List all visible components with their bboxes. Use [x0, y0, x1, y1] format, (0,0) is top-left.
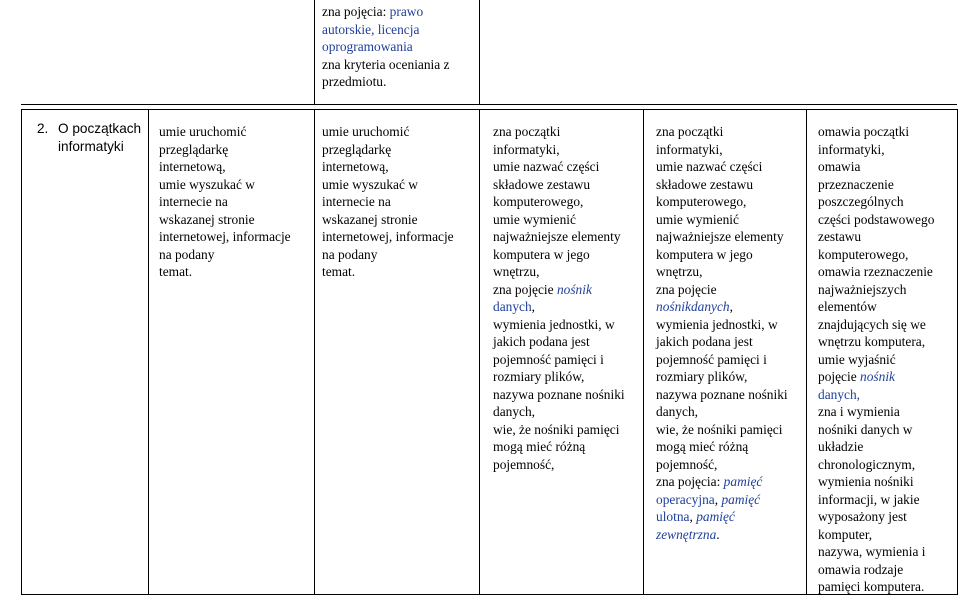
cell-line [322, 158, 478, 176]
cell-line [818, 193, 957, 211]
cell-text: internetowej, informacje [322, 229, 454, 244]
cell-line [656, 141, 806, 159]
cell-line [159, 123, 314, 141]
cell-text: na podany [159, 246, 215, 262]
cell-line [493, 176, 643, 194]
cell-text: na podany [322, 246, 378, 262]
cell-line [656, 246, 806, 264]
cell-line [818, 246, 957, 264]
cell-line [322, 263, 478, 281]
cell-text: ulotna [656, 509, 690, 524]
cell-text: zna początki [656, 124, 724, 139]
cell-text: zna początki [493, 124, 561, 139]
cell-line [818, 543, 957, 561]
cell-line [656, 351, 806, 369]
cell-text: pamięć [696, 509, 735, 524]
cell-line [322, 228, 478, 246]
table-border-bottom [21, 594, 957, 595]
cell-line [656, 211, 806, 229]
cell-text: chronologicznym, [818, 456, 916, 472]
cell-line [656, 526, 806, 544]
cell-line [818, 386, 957, 404]
cell-text: rozmiary plików, [493, 369, 585, 384]
table-border-top-left [314, 0, 315, 104]
cell-line [818, 211, 957, 229]
cell-line [159, 176, 314, 194]
cell-line [656, 403, 806, 421]
cell-text: najważniejsze elementy [493, 229, 621, 244]
cell-text: informatyki, [656, 141, 723, 157]
cell-line [493, 193, 643, 211]
cell-line [656, 176, 806, 194]
cell-text: umie wyszukać w [159, 176, 255, 192]
cell-text: , [729, 299, 733, 314]
cell-text: wnętrzu, [656, 264, 703, 279]
cell-line [656, 421, 806, 439]
cell-line [656, 386, 806, 404]
cell-text: umie uruchomić [159, 124, 247, 139]
cell-text: wymienia nośniki [818, 474, 914, 489]
cell-line [818, 508, 957, 526]
cell-line [818, 141, 957, 159]
cell-text: nazywa, wymienia i [818, 544, 926, 559]
cell-line [656, 473, 806, 491]
cell-text: oprogramowania [322, 39, 413, 54]
cell-line [493, 386, 643, 404]
cell-text: wymienia jednostki, w [493, 316, 615, 332]
cell-line [818, 281, 957, 299]
cell-text: , [714, 491, 722, 507]
cell-text: jakich podana jest [493, 334, 590, 349]
cell-text: wymienia jednostki, w [656, 316, 778, 332]
cell-text: wie, że nośniki pamięci [656, 421, 783, 437]
cell-line [818, 316, 957, 334]
cell-text: układzie [818, 439, 864, 454]
cell-text: części podstawowego [818, 211, 935, 227]
cell-text: nazywa poznane nośniki [656, 386, 788, 402]
cell-line [322, 176, 478, 194]
table-column-divider [479, 109, 480, 595]
cell-text: komputerowego, [493, 194, 584, 209]
table-cell-top [322, 3, 478, 91]
cell-line [493, 211, 643, 229]
cell-line [493, 421, 643, 439]
cell-text: omawia początki [818, 124, 910, 139]
cell-text: zna pojęcia: [322, 4, 390, 19]
cell-line [159, 263, 314, 281]
cell-line [322, 3, 478, 21]
cell-text: omawia rodzaje [818, 561, 904, 577]
cell-text: informatyki, [493, 141, 560, 157]
cell-line [818, 333, 957, 351]
cell-text: komputera w jego [656, 246, 753, 262]
cell-text: wnętrzu, [493, 264, 540, 279]
cell-line [493, 228, 643, 246]
cell-text: przedmiotu. [322, 74, 387, 89]
cell-text: , [689, 509, 697, 524]
cell-line [656, 158, 806, 176]
cell-text: umie nazwać części [656, 159, 763, 174]
cell-line [818, 456, 957, 474]
cell-text: danych, [818, 386, 861, 402]
cell-line [818, 176, 957, 194]
cell-line [493, 123, 643, 141]
cell-line [818, 561, 957, 579]
table-column-divider [21, 109, 22, 595]
cell-line [322, 193, 478, 211]
cell-text: umie nazwać części [493, 159, 600, 174]
cell-text: pojęcie [818, 369, 861, 384]
cell-text: informacji, w jakie [818, 491, 920, 507]
cell-text: rozmiary plików, [656, 369, 748, 384]
cell-text: komputera w jego [493, 246, 590, 262]
table-column-divider [148, 109, 149, 595]
cell-line [493, 316, 643, 334]
cell-text: najważniejsze elementy [656, 229, 784, 244]
cell-text: elementów [818, 299, 877, 314]
cell-line [656, 491, 806, 509]
cell-line [818, 473, 957, 491]
cell-text: danych, [493, 404, 536, 419]
cell-text: zestawu [818, 229, 862, 244]
table-cell-col1 [159, 123, 314, 281]
cell-text: zewnętrzna [656, 526, 717, 542]
cell-line [818, 351, 957, 369]
cell-text: zna pojęcie [656, 281, 717, 297]
cell-line [818, 403, 957, 421]
cell-line [656, 298, 806, 316]
cell-text: omawia rzeznaczenie [818, 264, 933, 279]
cell-text: nośnik [860, 369, 895, 384]
table-column-divider [314, 109, 315, 595]
cell-text: nośnikdanych [656, 299, 730, 314]
cell-text: umie wyszukać w [322, 176, 418, 192]
cell-text: komputer, [818, 526, 873, 542]
cell-line [493, 333, 643, 351]
cell-line [818, 438, 957, 456]
cell-text: pamięci komputera. [818, 579, 925, 594]
cell-text: umie wymienić [493, 211, 576, 227]
table-column-divider [957, 109, 958, 595]
cell-text: nośniki danych w [818, 421, 913, 437]
cell-line [656, 456, 806, 474]
cell-text: operacyjna [656, 491, 715, 507]
cell-text: wskazanej stronie [159, 211, 255, 227]
cell-text: internecie na [322, 194, 391, 209]
cell-text: temat. [159, 264, 193, 279]
cell-line [493, 263, 643, 281]
cell-text: pojemność pamięci i [656, 351, 767, 367]
table-cell-col4 [656, 123, 806, 543]
cell-text: mogą mieć różną [493, 439, 586, 454]
cell-text: przeglądarkę [322, 141, 392, 157]
cell-line [159, 158, 314, 176]
cell-text: internecie na [159, 194, 228, 209]
row-number: 2. [37, 121, 49, 136]
cell-line [493, 246, 643, 264]
table-row-divider [21, 109, 957, 110]
cell-text: pojemność, [493, 456, 555, 472]
cell-text: pojemność pamięci i [493, 351, 604, 367]
cell-line [322, 56, 478, 74]
cell-line [818, 421, 957, 439]
cell-line [159, 141, 314, 159]
cell-text: wskazanej stronie [322, 211, 418, 227]
cell-line [656, 123, 806, 141]
table-row-divider [21, 104, 957, 105]
cell-line [159, 193, 314, 211]
cell-line [493, 456, 643, 474]
cell-line [656, 193, 806, 211]
cell-line [322, 123, 478, 141]
table-column-divider [806, 109, 807, 595]
cell-line [656, 316, 806, 334]
cell-text: danych [493, 299, 532, 314]
cell-text: autorskie, licencja [322, 21, 420, 37]
cell-line [493, 141, 643, 159]
cell-text: pojemność, [656, 456, 718, 472]
table-cell-col3 [493, 123, 643, 473]
cell-text: składowe zestawu [656, 176, 754, 192]
cell-text: komputerowego, [818, 246, 909, 262]
cell-text: zna i wymienia [818, 404, 900, 419]
cell-line [322, 21, 478, 39]
cell-line [656, 508, 806, 526]
cell-text: . [716, 526, 720, 542]
cell-line [322, 211, 478, 229]
cell-line [818, 578, 957, 596]
cell-text: najważniejszych [818, 281, 907, 297]
cell-text: zna pojęcie [493, 281, 557, 297]
cell-line [818, 526, 957, 544]
cell-text: , [531, 299, 536, 314]
cell-line [493, 281, 643, 299]
cell-text: nazywa poznane nośniki [493, 386, 625, 402]
cell-text: temat. [322, 264, 356, 279]
cell-line [656, 438, 806, 456]
cell-text: umie wymienić [656, 211, 739, 227]
cell-line [493, 158, 643, 176]
cell-line [818, 491, 957, 509]
table-cell-col5 [818, 123, 957, 596]
cell-text: mogą mieć różną [656, 439, 749, 454]
cell-text: jakich podana jest [656, 334, 753, 349]
cell-text: przeznaczenie [818, 176, 894, 192]
cell-text: wie, że nośniki pamięci [493, 421, 620, 437]
table-column-divider [643, 109, 644, 595]
cell-text: wyposażony jest [818, 509, 907, 524]
cell-text: wnętrzu komputera, [818, 334, 926, 349]
topic-title: O początkach informatyki [58, 121, 142, 154]
cell-text: informatyki, [818, 141, 885, 157]
cell-line [818, 263, 957, 281]
cell-line [493, 368, 643, 386]
table-cell-col2 [322, 123, 478, 281]
cell-text: przeglądarkę [159, 141, 229, 157]
cell-line [493, 438, 643, 456]
cell-line [322, 38, 478, 56]
cell-text: internetową, [322, 159, 389, 174]
cell-line [818, 368, 957, 386]
cell-line [493, 403, 643, 421]
cell-text: pamięć [723, 474, 763, 489]
cell-text: prawo [389, 4, 424, 19]
cell-line [656, 281, 806, 299]
cell-line [322, 246, 478, 264]
cell-line [818, 123, 957, 141]
table-border-top-right [479, 0, 480, 104]
cell-line [159, 228, 314, 246]
cell-text: internetowej, informacje [159, 229, 291, 244]
cell-line [818, 228, 957, 246]
cell-line [656, 228, 806, 246]
cell-text: zna kryteria oceniania z [322, 56, 450, 72]
cell-line [818, 158, 957, 176]
cell-text: umie uruchomić [322, 124, 410, 139]
cell-line [656, 368, 806, 386]
cell-line [159, 246, 314, 264]
cell-line [818, 298, 957, 316]
cell-text: pamięć [721, 491, 761, 507]
cell-text: poszczególnych [818, 194, 904, 209]
cell-line [322, 73, 478, 91]
cell-text: znajdujących się we [818, 316, 926, 332]
cell-line [493, 298, 643, 316]
cell-line [656, 263, 806, 281]
cell-text: komputerowego, [656, 194, 747, 209]
cell-text: omawia [818, 159, 861, 174]
cell-line [656, 333, 806, 351]
cell-line [493, 351, 643, 369]
cell-text: umie wyjaśnić [818, 351, 896, 367]
cell-text: danych, [656, 404, 699, 419]
cell-text: zna pojęcia: [656, 474, 724, 489]
cell-text: składowe zestawu [493, 176, 591, 192]
cell-text: nośnik [556, 281, 592, 297]
cell-text: internetową, [159, 159, 226, 174]
cell-line [159, 211, 314, 229]
cell-line [322, 141, 478, 159]
